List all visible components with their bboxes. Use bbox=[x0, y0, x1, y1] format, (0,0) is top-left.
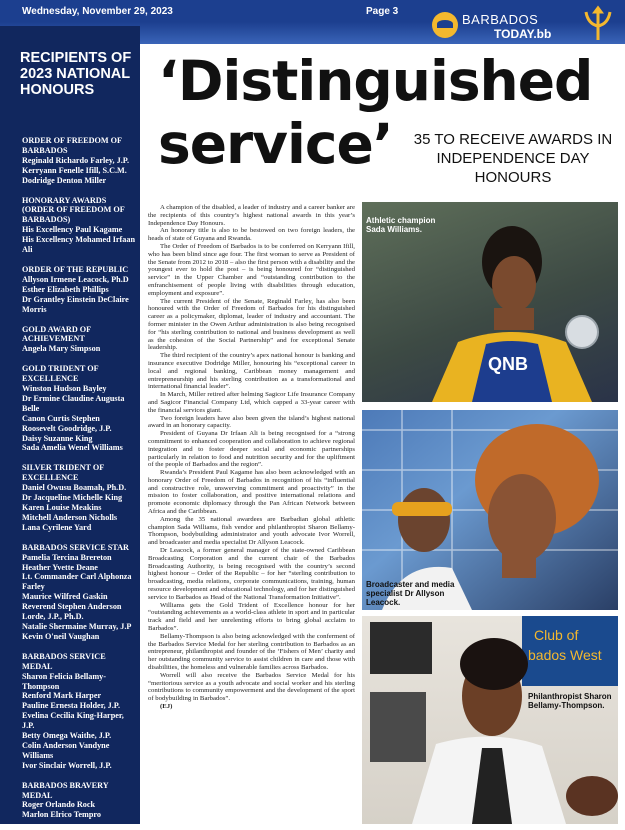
honour-recipient: Roosevelt Goodridge, J.P. bbox=[22, 423, 112, 433]
honour-recipient: Pamelia Tercina Brereton bbox=[22, 552, 112, 562]
article-paragraph: Dr Leacock, a former general manager of the state-owned Caribbean Broadcasting Corporation and the current chair of the Barbados Broadcasting Authority, is being recognised with the country’s second highest honour – Order of the Republic – for her “sterling contribution to broadcasting, media relations, corporate communications, training, human resource development and educational technology, and for her distinguished service to Barbados as Head of the National Transformation Initiative”. bbox=[148, 547, 355, 601]
honour-recipient: Dr Jacqueline Michelle King bbox=[22, 493, 123, 503]
honour-recipient: Kevin O'neil Vaughan bbox=[22, 631, 100, 641]
caption-sada-williams: Athletic champion Sada Williams. bbox=[366, 216, 436, 234]
honour-recipient: Betty Omega Waithe, J.P. bbox=[22, 731, 112, 741]
article-paragraph: A champion of the disabled, a leader of industry and a career banker are the recipients of this country’s highest national awards in this year’s Independence Day Honours. bbox=[148, 204, 355, 227]
page-number: Page 3 bbox=[366, 6, 399, 17]
honour-section bbox=[22, 543, 138, 642]
photo-sharon-bellamy-thompson bbox=[362, 616, 618, 824]
honour-recipient: Reverend Stephen Anderson Lorde, J.P., Ph.D. bbox=[22, 602, 122, 622]
honours-list bbox=[22, 136, 138, 830]
honour-recipient: His Excellency Paul Kagame bbox=[22, 225, 123, 235]
subheadline: 35 TO RECEIVE AWARDS IN INDEPENDENCE DAY HONOURS bbox=[413, 131, 613, 186]
headline-line-1: ‘Distinguished bbox=[158, 49, 593, 113]
honour-category: ORDER OF THE REPUBLIC bbox=[22, 264, 129, 274]
honour-recipient: Roger Orlando Rock bbox=[22, 800, 96, 810]
logo-text-barbados: BARBADOS bbox=[462, 12, 539, 27]
logo-sun-icon bbox=[432, 12, 458, 38]
photo-sada-williams bbox=[362, 202, 618, 402]
honour-category: GOLD TRIDENT OF EXCELLENCE bbox=[22, 364, 99, 384]
honour-recipient: Sharon Felicia Bellamy-Thompson bbox=[22, 671, 106, 691]
honour-section bbox=[22, 463, 138, 532]
honour-recipient: Pauline Ernesta Holder, J.P. bbox=[22, 701, 121, 711]
honour-recipient: Angela Mary Simpson bbox=[22, 344, 101, 354]
honour-recipient: Kerryann Fenelle Ifill, S.C.M. bbox=[22, 165, 127, 175]
honour-category: GOLD AWARD OF ACHIEVEMENT bbox=[22, 324, 91, 344]
photo-allyson-leacock bbox=[362, 410, 618, 610]
honour-recipient: Mitchell Anderson Nicholls bbox=[22, 512, 118, 522]
honour-recipient: Heather Yvette Deane bbox=[22, 562, 98, 572]
honour-recipient: Karen Louise Meakins bbox=[22, 503, 102, 512]
caption-allyson-leacock: Broadcaster and media specialist Dr Allyson Leacock. bbox=[366, 580, 455, 607]
honour-recipient: Dr Ermine Claudine Augusta Belle bbox=[22, 393, 125, 413]
article-paragraph: Two foreign leaders have also been given the island’s highest national award in an honorary capacity. bbox=[148, 414, 355, 430]
honour-recipient: Lana Cyrilene Yard bbox=[22, 522, 92, 532]
headline-line-2: service’ bbox=[158, 112, 393, 176]
article-paragraph: President of Guyana Dr Irfaan Ali is being recognised for a “strong commitment to enhanced cooperation and collaboration to achieve regional integration and to foster deeper social and economic partnerships particularly in relation to food and nutrition security and for the upliftment of the people of Barbados and the region”. bbox=[148, 430, 355, 469]
honour-section bbox=[22, 325, 138, 355]
honour-recipient: Canon Curtis Stephen bbox=[22, 413, 100, 423]
honour-recipient: Renford Mark Harper bbox=[22, 691, 102, 701]
honour-category: ORDER OF FREEDOM OF BARBADOS bbox=[22, 136, 122, 155]
honour-recipient: Dr Grantley Einstein DeClaire Morris bbox=[22, 294, 129, 314]
honours-sidebar bbox=[0, 26, 140, 824]
article-paragraph: Bellamy-Thompson is also being acknowledged with the conferment of the Barbados Service Medal for her sterling contribution to Barbados as an entrepreneur, philanthropist and founder of the ‘Fishers of Men’ charity and her outstanding community service to assist children in care and those with disabilities, the homeless and vulnerable families across Barbados. bbox=[148, 632, 355, 672]
sidebar-title: RECIPIENTS OF 2023 NATIONAL HONOURS bbox=[20, 50, 132, 98]
honour-recipient: Ivor Sinclair Worrell, J.P. bbox=[22, 760, 112, 770]
article-paragraph: Williams gets the Gold Trident of Excellence honour for her “outstanding achievements as a world-class athlete in sport and in particular track and field and her unrelenting efforts to bring global acclaim to Barbados”. bbox=[148, 601, 355, 633]
honour-recipient: Natalie Shermaine Murray, J.P bbox=[22, 621, 132, 631]
honour-category: HONORARY AWARDS (ORDER OF FREEDOM OF BARBADOS) bbox=[22, 195, 125, 225]
sponsor-logo-text: QNB bbox=[488, 354, 528, 374]
honour-section bbox=[22, 364, 138, 453]
honour-recipient: Esther Elizabeth Phillips bbox=[22, 284, 109, 294]
honour-category: SILVER TRIDENT OF EXCELLENCE bbox=[22, 463, 104, 483]
honour-section bbox=[22, 136, 138, 186]
article-paragraph: Among the 35 national awardees are Barbadian global athletic champion Sada Williams, fish vendor and philanthropist Sharon Bellamy-Thompson, bodybuilding administrator and youth advocate Ivor Worrell, and broadcaster and media specialist Dr Allyson Leacock. bbox=[148, 515, 355, 547]
philanthropist-illustration bbox=[362, 616, 618, 824]
honour-category: BARBADOS BRAVERY MEDAL bbox=[22, 780, 109, 800]
caption-sharon-bellamy-thompson: Philanthropist Sharon Bellamy-Thompson. bbox=[528, 692, 612, 710]
article-paragraph: In March, Miller retired after helming Sagicor Life Insurance Company and Sagicor Financial Company Ltd, which capped a 33-year career with the financial services giant. bbox=[148, 391, 355, 414]
honour-recipient: Daniel Owusu Boamah, Ph.D. bbox=[22, 483, 127, 493]
honour-recipient: Maurice Wilfred Gaskin bbox=[22, 592, 108, 602]
trident-icon bbox=[580, 4, 616, 42]
article-paragraph: Rwanda’s President Paul Kagame has also been acknowledged with an honorary Order of Freedom of Barbados in recognition of his “influential and constructive role, unswerving commitment and proactivity” in the mission to foster collaboration, and positive international relations and promote economic diplomacy through the Pan African Network between Africa and the Caribbean. bbox=[148, 469, 355, 516]
honour-recipient: Daisy Suzanne King bbox=[22, 433, 93, 443]
honour-recipient: Allyson Irmene Leacock, Ph.D bbox=[22, 274, 129, 284]
honour-category: BARBADOS SERVICE STAR bbox=[22, 542, 129, 552]
issue-date: Wednesday, November 29, 2023 bbox=[22, 6, 173, 17]
article-paragraph: Worrell will also receive the Barbados Service Medal for his “meritorious service as a youth advocate and social worker and his sterling contributions to community empowerment and the development of the sport of bodybuilding in Barbados”. bbox=[148, 671, 355, 703]
rotary-sign-text: Club of bbox=[534, 627, 579, 643]
article-paragraph: An honorary title is also to be bestowed on two foreign leaders, the heads of state of Guyana and Rwanda. bbox=[148, 227, 355, 243]
article-paragraph: The Order of Freedom of Barbados is to be conferred on Kerryann Ifill, who has been blind since age four. The first woman to serve as President of the Senate from 2012 to 2018 – also the first person with a disability and the youngest ever to hold the post – is being honoured for “distinguished service” in the Upper Chamber and “outstanding contribution to the enfranchisement of people living with disabilities through education, employment and exposure”. bbox=[148, 242, 355, 297]
article-paragraph: The third recipient of the country’s apex national honour is banking and insurance executive Dodridge Miller, honouring his “exceptional career in local and regional banking, Caribbean money management and entrepreneurship and his sterling contribution as a transformational and international financial leader”. bbox=[148, 352, 355, 391]
article-body bbox=[148, 204, 355, 711]
honour-recipient: Lt. Commander Carl Alphonza Farley bbox=[22, 572, 132, 592]
honour-recipient: His Excellency Mohamed Irfaan Ali bbox=[22, 235, 136, 255]
honour-category: BARBADOS SERVICE MEDAL bbox=[22, 651, 106, 671]
honour-section bbox=[22, 196, 138, 255]
article-signature: (EJ) bbox=[160, 703, 173, 710]
barbados-today-logo[interactable] bbox=[432, 10, 572, 44]
honour-recipient: Reginald Richardo Farley, J.P. bbox=[22, 155, 130, 165]
honour-recipient: Marlon Elrico Tempro bbox=[22, 810, 101, 820]
honour-section bbox=[22, 652, 138, 771]
honour-recipient: Colin Anderson Vandyne Williams bbox=[22, 740, 110, 760]
honour-recipient: Sada Amelia Wenel Williams bbox=[22, 443, 123, 453]
honour-recipient: Evelina Cecilia King-Harper, J.P. bbox=[22, 711, 124, 731]
article-paragraph: The current President of the Senate, Reginald Farley, has also been honoured with the Order of Freedom of Barbados for his distinguished career as a policymaker, diplomat, leader of industry and accountant. The former minister in the Owen Arthur administration is also being recognised for “his sterling contribution to national and business development as well as the cohesion of the Social Partnership” and for exceptional Senate leadership. bbox=[148, 297, 355, 352]
honour-recipient: Winston Hudson Bayley bbox=[22, 384, 107, 394]
honour-recipient: Dodridge Denton Miller bbox=[22, 175, 107, 185]
honour-section bbox=[22, 265, 138, 315]
logo-text-today: TODAY.bb bbox=[494, 27, 552, 41]
rotary-sign-text-2: bados West bbox=[528, 647, 602, 663]
honour-section bbox=[22, 781, 138, 821]
